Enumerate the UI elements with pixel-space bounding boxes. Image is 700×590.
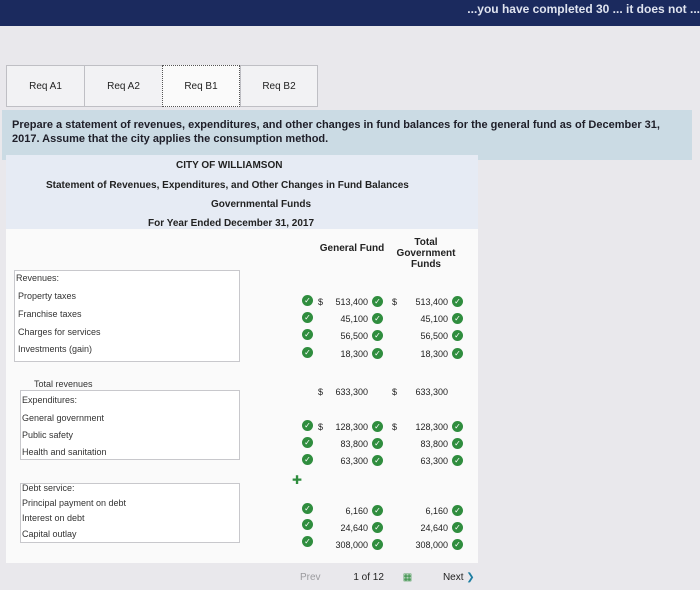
check-icon: ✓ — [452, 438, 463, 449]
statement-title-period: For Year Ended December 31, 2017 — [148, 218, 315, 229]
check-icon: ✓ — [372, 438, 383, 449]
total-investments[interactable]: 18,300 — [420, 349, 448, 359]
total-total-revenues: 633,300 — [415, 387, 448, 397]
tab-req-b1[interactable]: Req B1 — [162, 65, 240, 107]
statement-title-main: Statement of Revenues, Expenditures, and Other Changes in Fund Balances — [46, 180, 409, 191]
total-franchise-taxes[interactable]: 45,100 — [420, 314, 448, 324]
check-icon: ✓ — [372, 421, 383, 432]
general-health[interactable]: 63,300 — [340, 456, 368, 466]
check-icon: ✓ — [372, 522, 383, 533]
check-icon: ✓ — [302, 454, 313, 465]
label-total-revenues: Total revenues — [34, 379, 93, 389]
check-icon: ✓ — [372, 296, 383, 307]
check-icon: ✓ — [302, 347, 313, 358]
check-icon: ✓ — [372, 455, 383, 466]
total-charges-services[interactable]: 56,500 — [420, 331, 448, 341]
check-icon: ✓ — [372, 505, 383, 516]
label-expenditures: Expenditures: — [22, 395, 78, 405]
label-franchise-taxes[interactable]: Franchise taxes — [18, 309, 82, 319]
total-property-taxes[interactable]: 513,400 — [415, 297, 448, 307]
label-debt-service: Debt service: — [22, 483, 75, 493]
tab-req-a2[interactable]: Req A2 — [84, 65, 162, 107]
prev-button[interactable]: Prev — [300, 572, 321, 583]
col-header-total-funds: Total Government Funds — [396, 237, 456, 270]
label-principal[interactable]: Principal payment on debt — [22, 498, 127, 508]
total-capital[interactable]: 308,000 — [415, 540, 448, 550]
check-icon: ✓ — [302, 437, 313, 448]
check-icon: ✓ — [452, 330, 463, 341]
tab-req-b2[interactable]: Req B2 — [240, 65, 318, 107]
total-public-safety[interactable]: 83,800 — [420, 439, 448, 449]
check-icon: ✓ — [452, 505, 463, 516]
label-interest[interactable]: Interest on debt — [22, 513, 85, 523]
statement-header — [6, 155, 478, 229]
check-icon: ✓ — [302, 420, 313, 431]
general-investments[interactable]: 18,300 — [340, 349, 368, 359]
col-header-general-fund: General Fund — [319, 243, 385, 254]
check-icon: ✓ — [302, 312, 313, 323]
next-button[interactable]: Next — [442, 572, 464, 583]
label-revenues: Revenues: — [16, 273, 60, 283]
general-interest[interactable]: 24,640 — [340, 523, 368, 533]
page-indicator: 1 of 12 — [353, 572, 384, 583]
pager — [300, 572, 475, 583]
general-public-safety[interactable]: 83,800 — [340, 439, 368, 449]
total-general-government[interactable]: 128,300 — [415, 422, 448, 432]
check-icon: ✓ — [452, 522, 463, 533]
grid-icon[interactable]: ▦ — [402, 572, 413, 583]
tab-bar — [6, 65, 318, 107]
chevron-right-icon[interactable]: ❯ — [466, 572, 475, 583]
check-icon: ✓ — [302, 295, 313, 306]
instruction-text: Prepare a statement of revenues, expenditures, and other changes in fund balances for the general fund as of December 31, 2017. Assume that the city applies the consumption method. — [2, 110, 692, 160]
general-franchise-taxes[interactable]: 45,100 — [340, 314, 368, 324]
currency-symbol: $ — [392, 297, 398, 307]
label-charges-services[interactable]: Charges for services — [18, 327, 101, 337]
check-icon: ✓ — [302, 519, 313, 530]
check-icon: ✓ — [302, 536, 313, 547]
check-icon: ✓ — [302, 503, 313, 514]
general-charges-services[interactable]: 56,500 — [340, 331, 368, 341]
label-health-sanitation[interactable]: Health and sanitation — [22, 447, 107, 457]
label-investments[interactable]: Investments (gain) — [18, 344, 93, 354]
general-capital[interactable]: 308,000 — [335, 540, 368, 550]
add-row-icon[interactable]: ✚ — [292, 473, 303, 487]
currency-symbol: $ — [392, 387, 398, 397]
currency-symbol: $ — [318, 422, 324, 432]
check-icon: ✓ — [372, 313, 383, 324]
general-total-revenues: 633,300 — [335, 387, 368, 397]
banner-text: ...you have completed 30 ... it does not ... — [467, 2, 700, 16]
check-icon: ✓ — [452, 455, 463, 466]
check-icon: ✓ — [372, 348, 383, 359]
currency-symbol: $ — [318, 297, 324, 307]
check-icon: ✓ — [452, 313, 463, 324]
general-property-taxes[interactable]: 513,400 — [335, 297, 368, 307]
label-general-government[interactable]: General government — [22, 413, 105, 423]
tab-req-a1[interactable]: Req A1 — [6, 65, 84, 107]
currency-symbol: $ — [392, 422, 398, 432]
statement-title-funds: Governmental Funds — [211, 199, 312, 210]
general-principal[interactable]: 6,160 — [345, 506, 368, 516]
check-icon: ✓ — [452, 296, 463, 307]
top-banner — [0, 0, 700, 26]
check-icon: ✓ — [452, 348, 463, 359]
check-icon: ✓ — [452, 421, 463, 432]
label-public-safety[interactable]: Public safety — [22, 430, 74, 440]
total-health[interactable]: 63,300 — [420, 456, 448, 466]
check-icon: ✓ — [372, 539, 383, 550]
statement-table — [6, 155, 478, 563]
check-icon: ✓ — [372, 330, 383, 341]
check-icon: ✓ — [302, 329, 313, 340]
check-icon: ✓ — [452, 539, 463, 550]
statement-title-city: CITY OF WILLIAMSON — [176, 160, 283, 171]
label-capital-outlay[interactable]: Capital outlay — [22, 529, 77, 539]
label-property-taxes[interactable]: Property taxes — [18, 291, 77, 301]
currency-symbol: $ — [318, 387, 324, 397]
total-principal[interactable]: 6,160 — [425, 506, 448, 516]
total-interest[interactable]: 24,640 — [420, 523, 448, 533]
general-general-government[interactable]: 128,300 — [335, 422, 368, 432]
